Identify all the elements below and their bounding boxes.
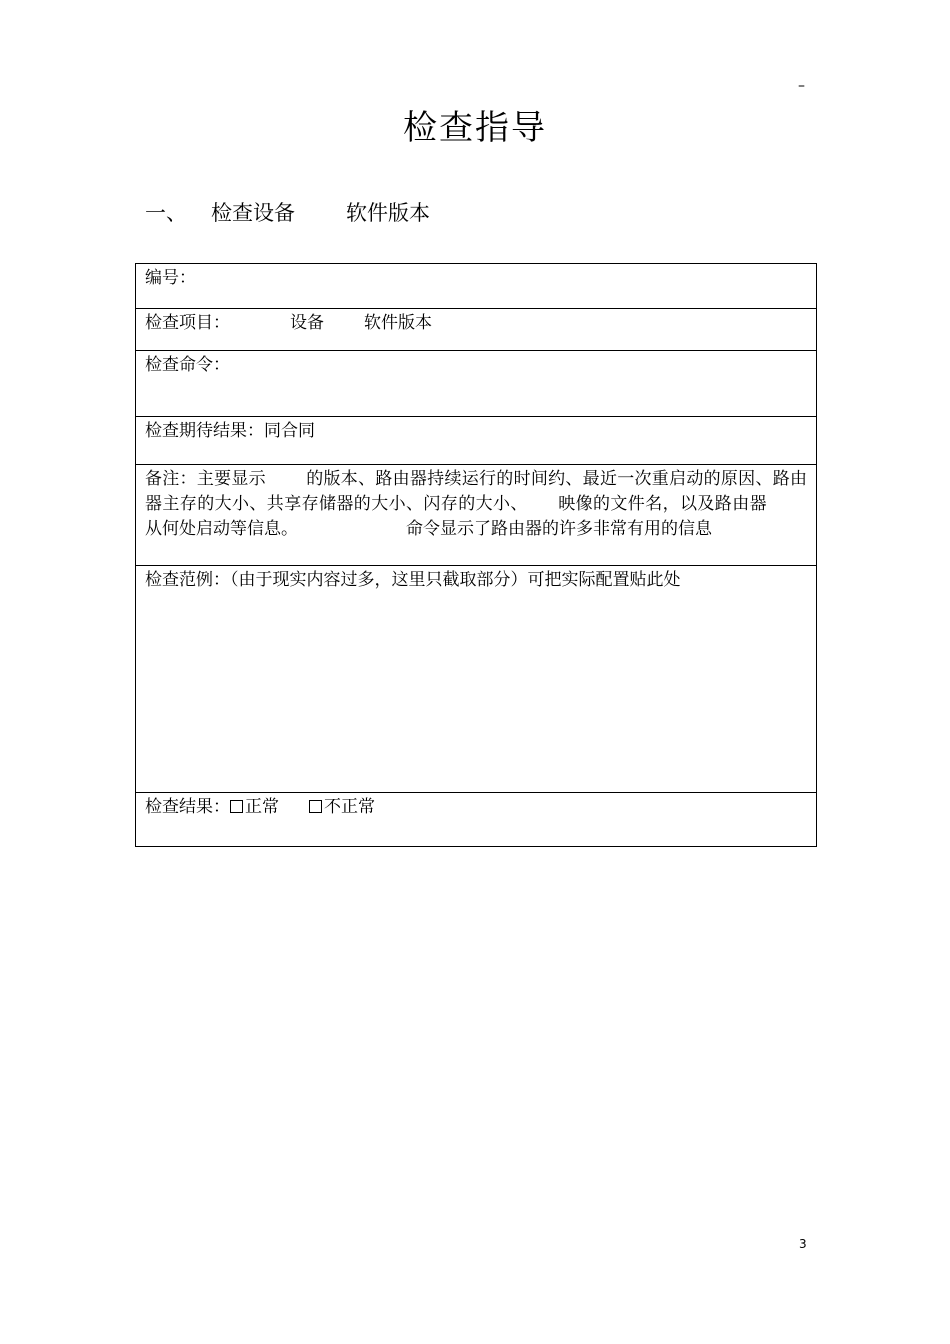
result-cell	[136, 793, 817, 847]
normal-checkbox[interactable]	[230, 800, 243, 813]
page-number: 3	[799, 1237, 807, 1251]
row-notes	[136, 465, 817, 566]
section-number: 一、	[145, 201, 187, 225]
section-label-software-version: 软件版本	[346, 201, 430, 225]
inspection-command-label: 检查命令：	[145, 355, 230, 375]
result-label: 检查结果：	[145, 797, 230, 817]
notes-cell	[136, 465, 817, 566]
notes-part-4: 从何处启动等信息。	[145, 519, 298, 539]
header-mark: –	[798, 78, 805, 94]
row-result	[136, 793, 817, 847]
row-inspection-command	[136, 351, 817, 417]
row-id	[136, 264, 817, 309]
inspection-command-cell	[136, 351, 817, 417]
document-title: 检查指导	[403, 108, 547, 148]
notes-part-2: 的版本、路由器持续运行的时间约、最近一次重启动的原因、路由器主存的大小、共享存储器的大小、闪存的大小、	[145, 469, 808, 514]
section-heading	[145, 197, 430, 227]
id-cell	[136, 264, 817, 309]
inspection-item-cell	[136, 309, 817, 351]
notes-part-1: 备注：主要显示	[145, 469, 266, 489]
example-label: 检查范例：（由于现实内容过多，这里只截取部分）可把实际配置贴此处	[145, 570, 681, 590]
result-option-abnormal: 不正常	[324, 797, 375, 817]
result-option-normal: 正常	[245, 797, 279, 817]
notes-part-5: 命令显示了路由器的许多非常有用的信息	[406, 519, 712, 539]
abnormal-checkbox[interactable]	[309, 800, 322, 813]
id-label: 编号：	[145, 268, 196, 288]
inspection-item-label: 检查项目：	[145, 313, 230, 333]
section-label-device: 检查设备	[211, 201, 295, 225]
notes-part-3: 映像的文件名，以及路由器	[557, 494, 768, 514]
inspection-item-software-version: 软件版本	[364, 313, 432, 333]
inspection-table	[135, 263, 817, 847]
expected-result-cell	[136, 417, 817, 465]
expected-result-value: 同合同	[264, 421, 315, 441]
row-inspection-item	[136, 309, 817, 351]
row-expected-result	[136, 417, 817, 465]
row-example	[136, 566, 817, 793]
inspection-item-device: 设备	[290, 313, 324, 333]
notes-text	[145, 467, 807, 542]
example-cell[interactable]	[136, 566, 817, 793]
expected-result-label: 检查期待结果：	[145, 421, 264, 441]
